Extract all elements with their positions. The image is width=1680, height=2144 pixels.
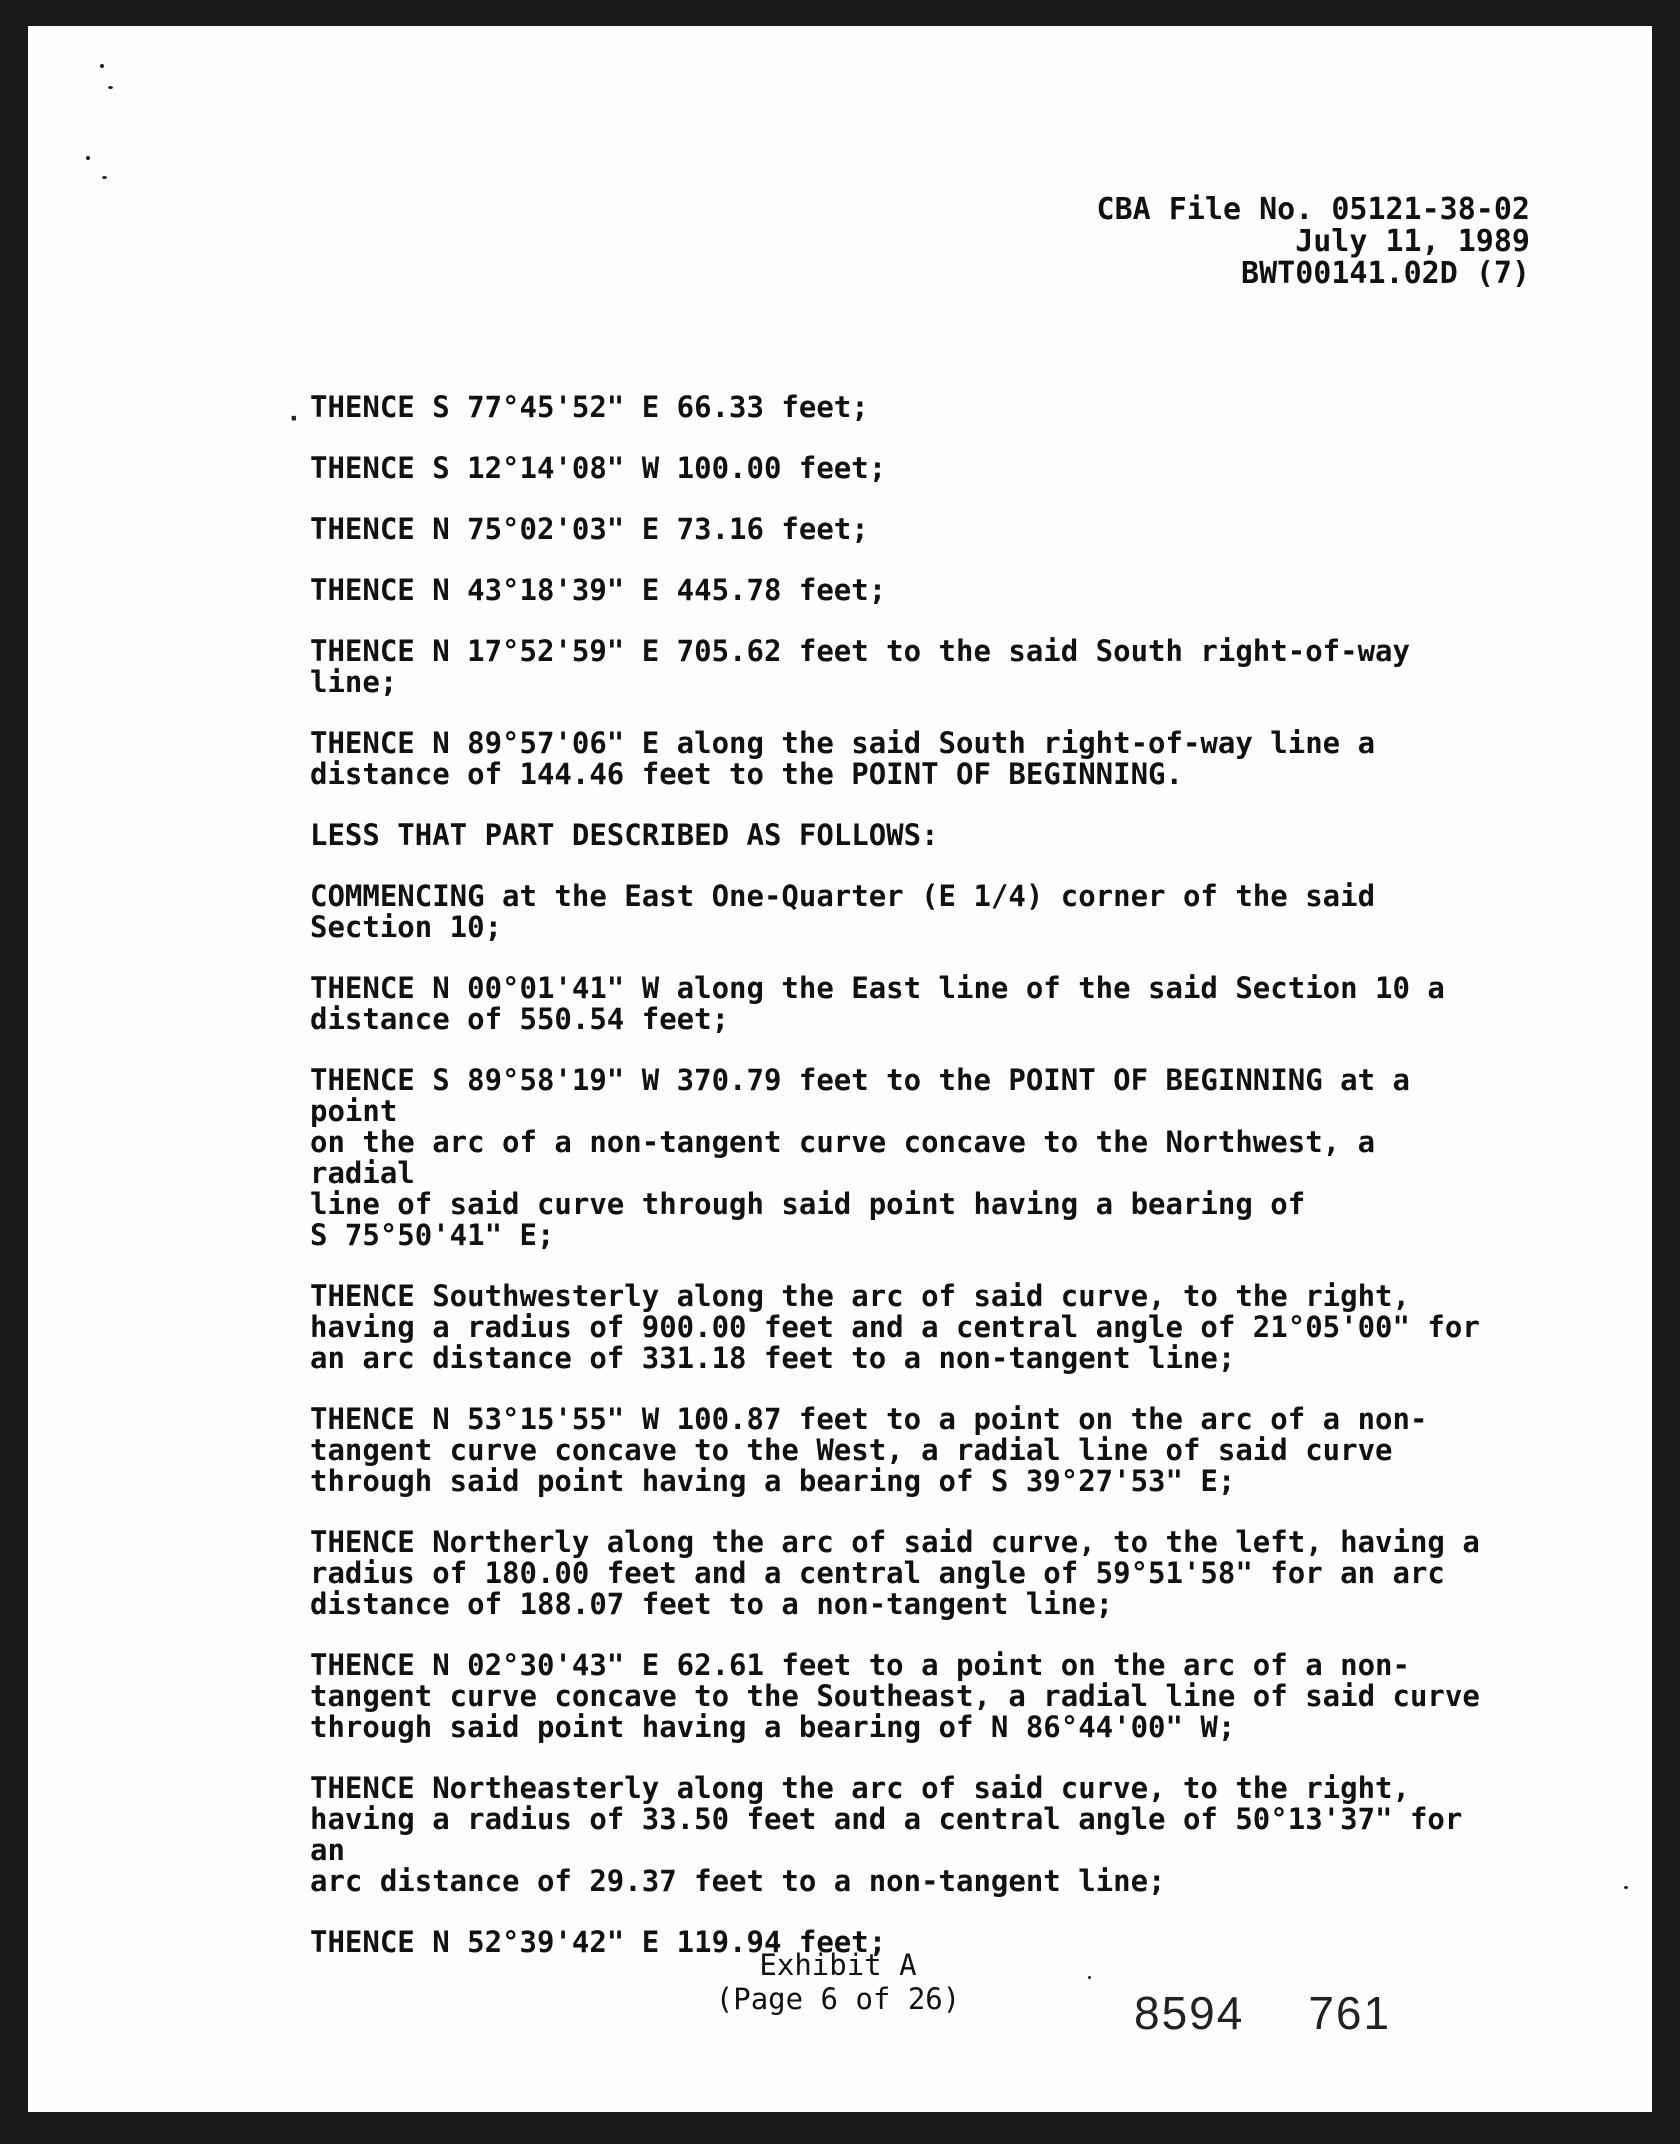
recording-stamp xyxy=(1134,1986,1455,2040)
book-number: 8594 xyxy=(1134,1987,1245,2039)
paragraph: LESS THAT PART DESCRIBED AS FOLLOWS: xyxy=(310,818,939,852)
file-number: CBA File No. 05121-38-02 xyxy=(1096,192,1530,227)
paragraph: THENCE N 02°30'43" E 62.61 feet to a point on the arc of a non- tangent curve concave to the Southeast, a radial line of said curve through said point having a bearing of N 86°44'00" W; xyxy=(310,1648,1480,1744)
document-page xyxy=(28,26,1652,2112)
paragraph: THENCE N 53°15'55" W 100.87 feet to a point on the arc of a non- tangent curve concave to the West, a radial line of said curve through said point having a bearing of S 39°27'53" E; xyxy=(310,1402,1428,1498)
scan-speck xyxy=(1088,1976,1091,1979)
paragraph: THENCE N 00°01'41" W along the East line of the said Section 10 a distance of 550.54 feet; xyxy=(310,971,1445,1036)
paragraph: THENCE N 43°18'39" E 445.78 feet; xyxy=(310,573,887,607)
paragraph: THENCE N 75°02'03" E 73.16 feet; xyxy=(310,512,869,546)
paragraph: THENCE Northeasterly along the arc of said curve, to the right, having a radius of 33.50 feet and a central angle of 50°13'37" for an arc distance of 29.37 feet to a non-tangent line; xyxy=(310,1771,1463,1898)
paragraph: THENCE N 17°52'59" E 705.62 feet to the said South right-of-way line; xyxy=(310,634,1428,699)
paragraph: THENCE S 89°58'19" W 370.79 feet to the POINT OF BEGINNING at a point on the arc of a non-tangent curve concave to the Northwest, a radial line of said curve through said point having a bearing of S 75°50'41" E; xyxy=(310,1063,1410,1252)
scan-speck xyxy=(86,156,90,160)
scan-speck xyxy=(108,86,113,89)
exhibit-footer xyxy=(688,1948,988,2016)
file-header xyxy=(1097,194,1530,290)
scan-speck xyxy=(100,64,104,68)
scan-speck xyxy=(1624,1886,1628,1889)
document-id: BWT00141.02D (7) xyxy=(1241,256,1530,291)
exhibit-label: Exhibit A xyxy=(759,1948,917,1982)
paragraph: THENCE S 77°45'52" E 66.33 feet; xyxy=(310,390,869,424)
page-stamp-number: 761 xyxy=(1308,1987,1392,2039)
page-number: (Page 6 of 26) xyxy=(715,1982,961,2016)
paragraph: THENCE Northerly along the arc of said curve, to the left, having a radius of 180.00 feet and a central angle of 59°51'58" for an arc distance of 188.07 feet to a non-tangent line; xyxy=(310,1525,1480,1621)
paragraph: THENCE N 52°39'42" E 119.94 feet; xyxy=(310,1925,887,1959)
paragraph: THENCE N 89°57'06" E along the said South right-of-way line a distance of 144.46 feet to the POINT OF BEGINNING. xyxy=(310,726,1376,791)
paragraph: THENCE S 12°14'08" W 100.00 feet; xyxy=(310,451,887,485)
bullet-mark: · xyxy=(286,404,302,434)
paragraph: COMMENCING at the East One-Quarter (E 1/4) corner of the said Section 10; xyxy=(310,879,1376,944)
legal-description xyxy=(310,392,1490,1988)
paragraph: THENCE Southwesterly along the arc of said curve, to the right, having a radius of 900.00 feet and a central angle of 21°05'00" for an arc distance of 331.18 feet to a non-tangent line; xyxy=(310,1279,1480,1375)
scan-speck xyxy=(102,176,107,179)
document-date: July 11, 1989 xyxy=(1295,224,1530,259)
